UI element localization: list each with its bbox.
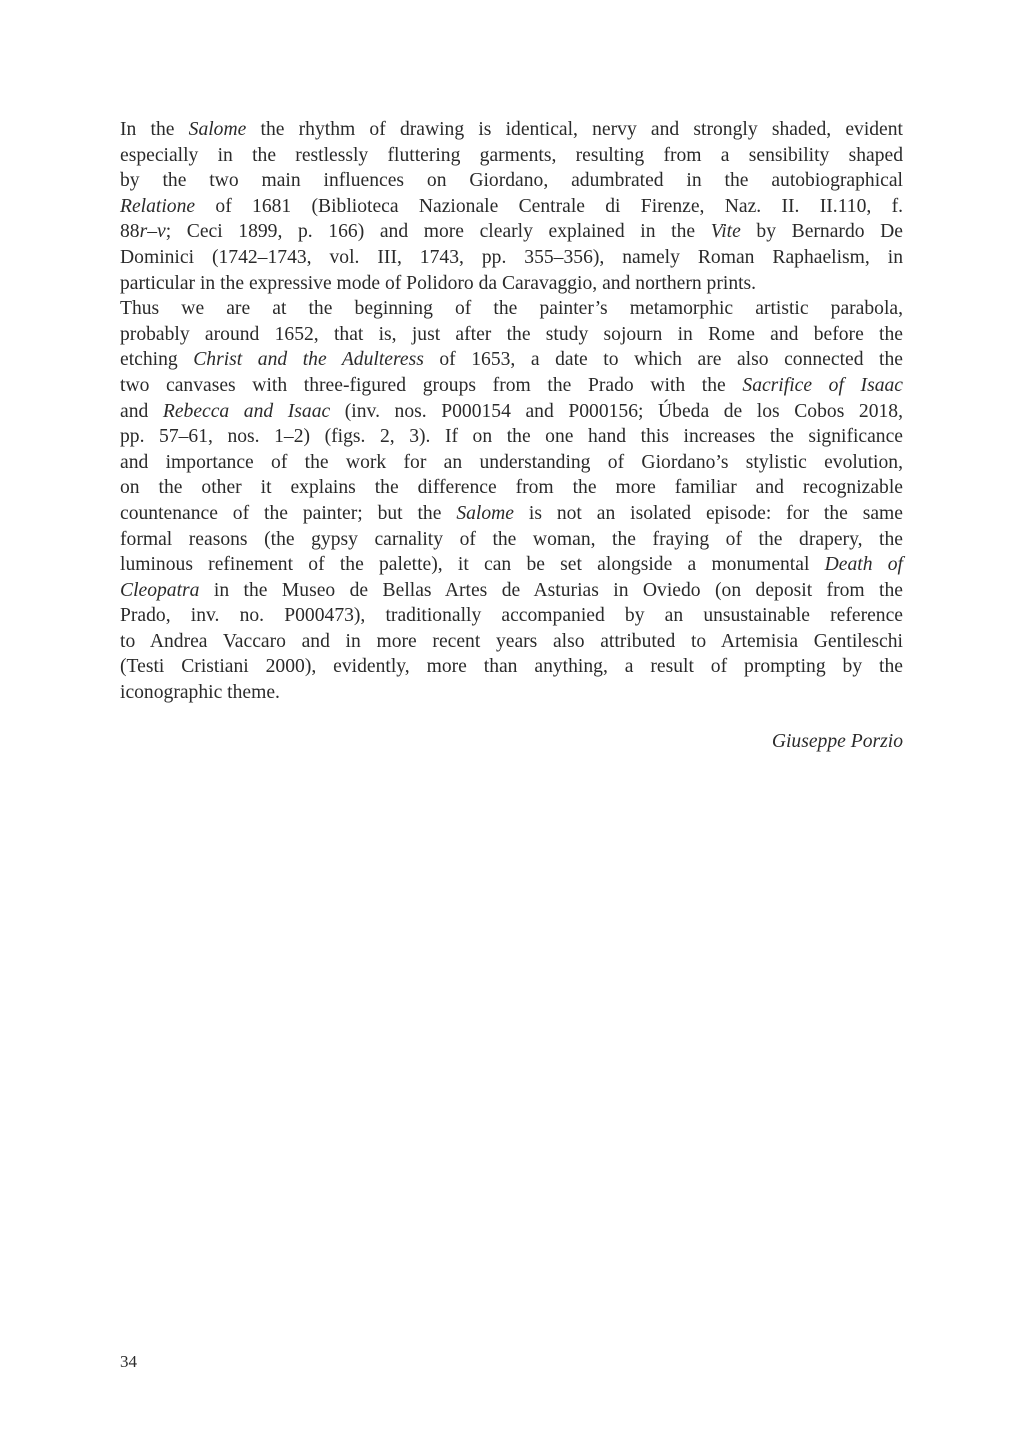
text-run: Thus we are at the beginning of the painter’s metamorphic artistic parabola, [120,298,903,320]
text-run: two canvases with three-figured groups from the Prado with the [120,374,743,396]
italic-title: Death of [824,554,904,576]
text-line [120,347,903,373]
text-run: formal reasons (the gypsy carnality of the woman, the fraying of the drapery, the [120,528,903,550]
text-line [120,296,903,322]
italic-title: Cleopatra [120,579,200,601]
text-line [120,475,903,501]
text-line [120,654,903,680]
text-run: countenance of the painter; but the [120,502,457,524]
text-line [120,194,903,220]
text-run: and importance of the work for an understanding of Giordano’s stylistic evolution, [120,451,903,473]
italic-title: Vite [710,221,741,243]
text-run: to Andrea Vaccaro and in more recent years also attributed to Artemisia Gentileschi [120,630,903,652]
body-paragraph [120,117,903,706]
text-run: probably around 1652, that is, just after the study sojourn in Rome and before the [120,323,903,345]
text-run: is not an isolated episode: for the same [514,502,903,524]
text-run: iconographic theme. [120,682,280,704]
author-signature: Giuseppe Porzio [771,731,903,752]
text-line [120,322,903,348]
text-run: by Bernardo De [740,221,903,243]
text-run: (inv. nos. P000154 and P000156; Úbeda de los Cobos 2018, [330,400,903,422]
text-line [120,271,903,297]
text-run: in the Museo de Bellas Artes de Asturias in Oviedo (on deposit from the [199,579,903,601]
italic-title: Salome [188,119,247,140]
text-line [120,527,903,553]
text-run: luminous refinement of the palette), it can be set alongside a monumental [120,554,825,576]
text-line [120,424,903,450]
text-run: on the other it explains the difference from the more familiar and recognizable [120,477,903,499]
text-line [120,603,903,629]
text-run: In the [120,119,189,140]
text-line [120,219,903,245]
text-run: particular in the expressive mode of Polidoro da Caravaggio, and northern prints. [120,272,757,294]
text-line [120,168,903,194]
text-run: 88 [120,221,140,243]
text-run: especially in the restlessly fluttering garments, resulting from a sensibility shaped [120,144,903,166]
italic-title: r–v [139,221,166,243]
text-line [120,629,903,655]
text-run: Prado, inv. no. P000473), traditionally accompanied by an unsustainable reference [120,605,903,627]
italic-title: Relatione [120,195,196,217]
text-run: etching [120,349,194,371]
text-line [120,399,903,425]
text-line [120,680,903,706]
text-line [120,143,903,169]
text-line [120,373,903,399]
text-line [120,578,903,604]
text-run: Dominici (1742–1743, vol. III, 1743, pp. 355–356), namely Roman Raphaelism, in [120,246,903,268]
page-number: 34 [120,1352,137,1371]
italic-title: Rebecca and Isaac [162,400,331,422]
text-run: of 1681 (Biblioteca Nazionale Centrale di Firenze, Naz. II. II.110, f. [195,195,903,217]
text-line [120,501,903,527]
text-line [120,245,903,271]
text-run: the rhythm of drawing is identical, nervy and strongly shaded, evident [246,119,903,140]
text-run: by the two main influences on Giordano, adumbrated in the autobiographical [120,170,903,192]
text-line [120,450,903,476]
text-line [120,552,903,578]
text-run: ; Ceci 1899, p. 166) and more clearly explained in the [165,221,711,243]
italic-title: Salome [456,502,514,524]
text-line [120,117,903,143]
text-run: and [120,400,163,422]
italic-title: Sacrifice of Isaac [742,374,903,396]
italic-title: Christ and the Adulteress [193,349,424,371]
text-run: of 1653, a date to which are also connected the [423,349,903,371]
text-run: (Testi Cristiani 2000), evidently, more than anything, a result of prompting by the [120,656,903,678]
text-run: pp. 57–61, nos. 1–2) (figs. 2, 3). If on the one hand this increases the significance [120,426,903,448]
